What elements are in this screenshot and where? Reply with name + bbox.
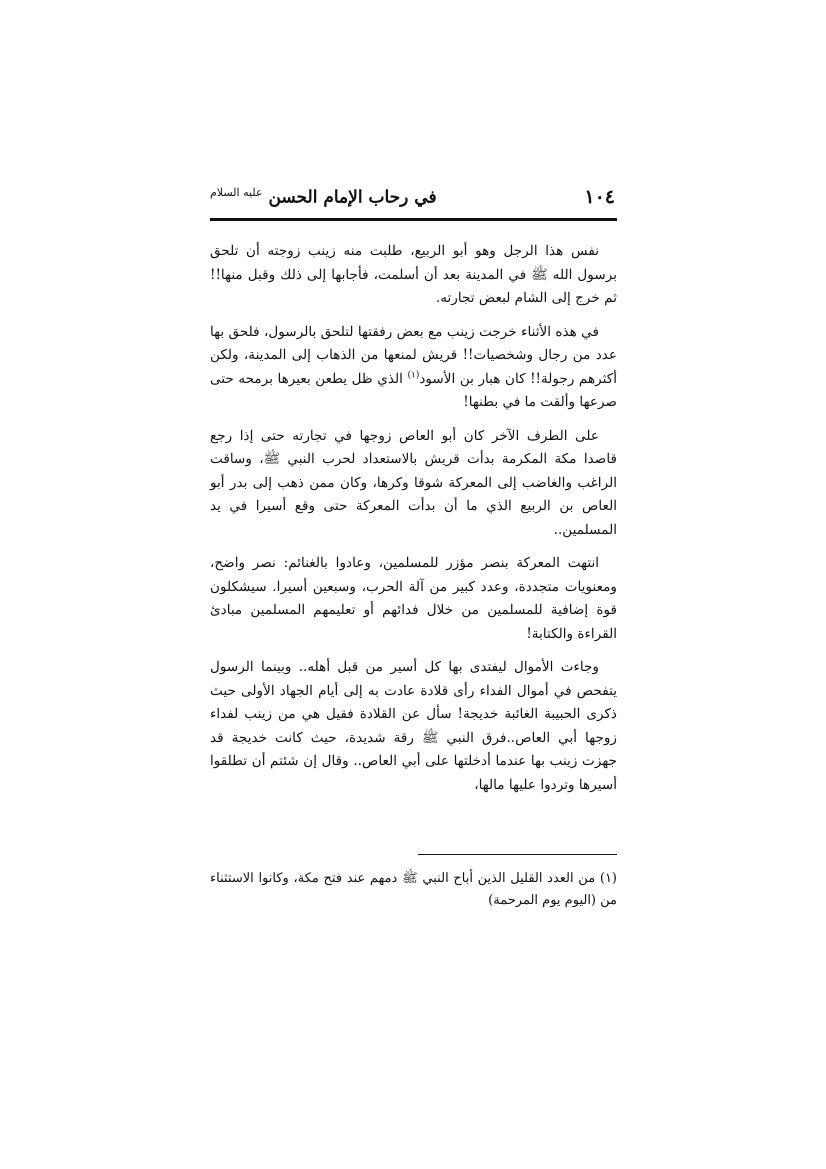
paragraph-2-continuation: الذي ظل يطعن بعيرها برمحه حتى صرعها وألقت ما في بطنها! (210, 370, 617, 410)
paragraph-5: وجاءت الأموال ليفتدى بها كل أسير من قبل أهله.. وبينما الرسول يتفحص في أموال الفداء رأى قلادة عادت به إلى أيام الجهاد الأولى حيث ذكرى الحبيبة الغائبة خديجة! سأل عن القلادة فقيل هي من زينب لفداء زوجها أبي العاص..فرق النبي ﷺ رقة شديدة، حيث كانت خديجة قد جهزت زينب بها عندما أدخلتها على أبي العاص.. وقال إن شئتم أن تطلقوا أسيرها وتردوا عليها مالها، (210, 659, 617, 793)
footnote-reference[interactable]: (١) (407, 369, 420, 380)
paragraph-3: على الطرف الآخر كان أبو العاص زوجها في تجارته حتى إذا رجع قاصدا مكة المكرمة بدأت قريش بالاستعداد لحرب النبي ﷺ، وساقت الراغب والغاضب إلى المعركة شوقا وكرها، وكان ممن ذهب إلى بدر أبو العاص بن الربيع الذي ما أن بدأت المعركة حتى وقع أسيرا في يد المسلمين.. (210, 427, 617, 538)
footnote-separator (418, 854, 617, 855)
page-number: ١٠٤ (584, 186, 615, 208)
footnote: (١) من العدد القليل الذين أباح النبي ﷺ دمهم عند فتح مكة، وكانوا الاستثناء من (اليوم يوم المرحمة) (210, 871, 617, 908)
book-page (210, 180, 617, 940)
body-text (210, 240, 617, 807)
paragraph-2 (210, 321, 617, 415)
paragraph-1: نفس هذا الرجل وهو أبو الربيع، طلبت منه زينب زوجته أن تلحق برسول الله ﷺ في المدينة بعد أن أسلمت، فأجابها إلى ذلك وقبل منها!! ثم خرج إلى الشام لبعض تجارته. (210, 243, 617, 306)
paragraph-4: انتهت المعركة بنصر مؤزر للمسلمين، وعادوا بالغنائم: نصر واضح، ومعنويات متجددة، وعدد كبير من آلة الحرب، وسبعين أسيرا. سيشكلون قوة إضافية للمسلمين من خلال فدائهم أو تعليمهم المسلمين مبادئ القراءة والكتابة! (210, 555, 617, 642)
honorific-mark: عليه السلام (210, 186, 263, 199)
running-title (210, 186, 437, 208)
running-title-text: في رحاب الإمام الحسن (268, 187, 437, 208)
paragraph-2-text: في هذه الأثناء خرجت زينب مع بعض رفقتها لتلحق بالرسول، فلحق بها عدد من رجال وشخصيات!! قريش لمنعها من الذهاب إلى المدينة، ولكن أكثرهم رجولة!! كان هبار بن الأسود (210, 323, 617, 387)
page-header (210, 180, 617, 216)
header-rule (210, 218, 617, 221)
